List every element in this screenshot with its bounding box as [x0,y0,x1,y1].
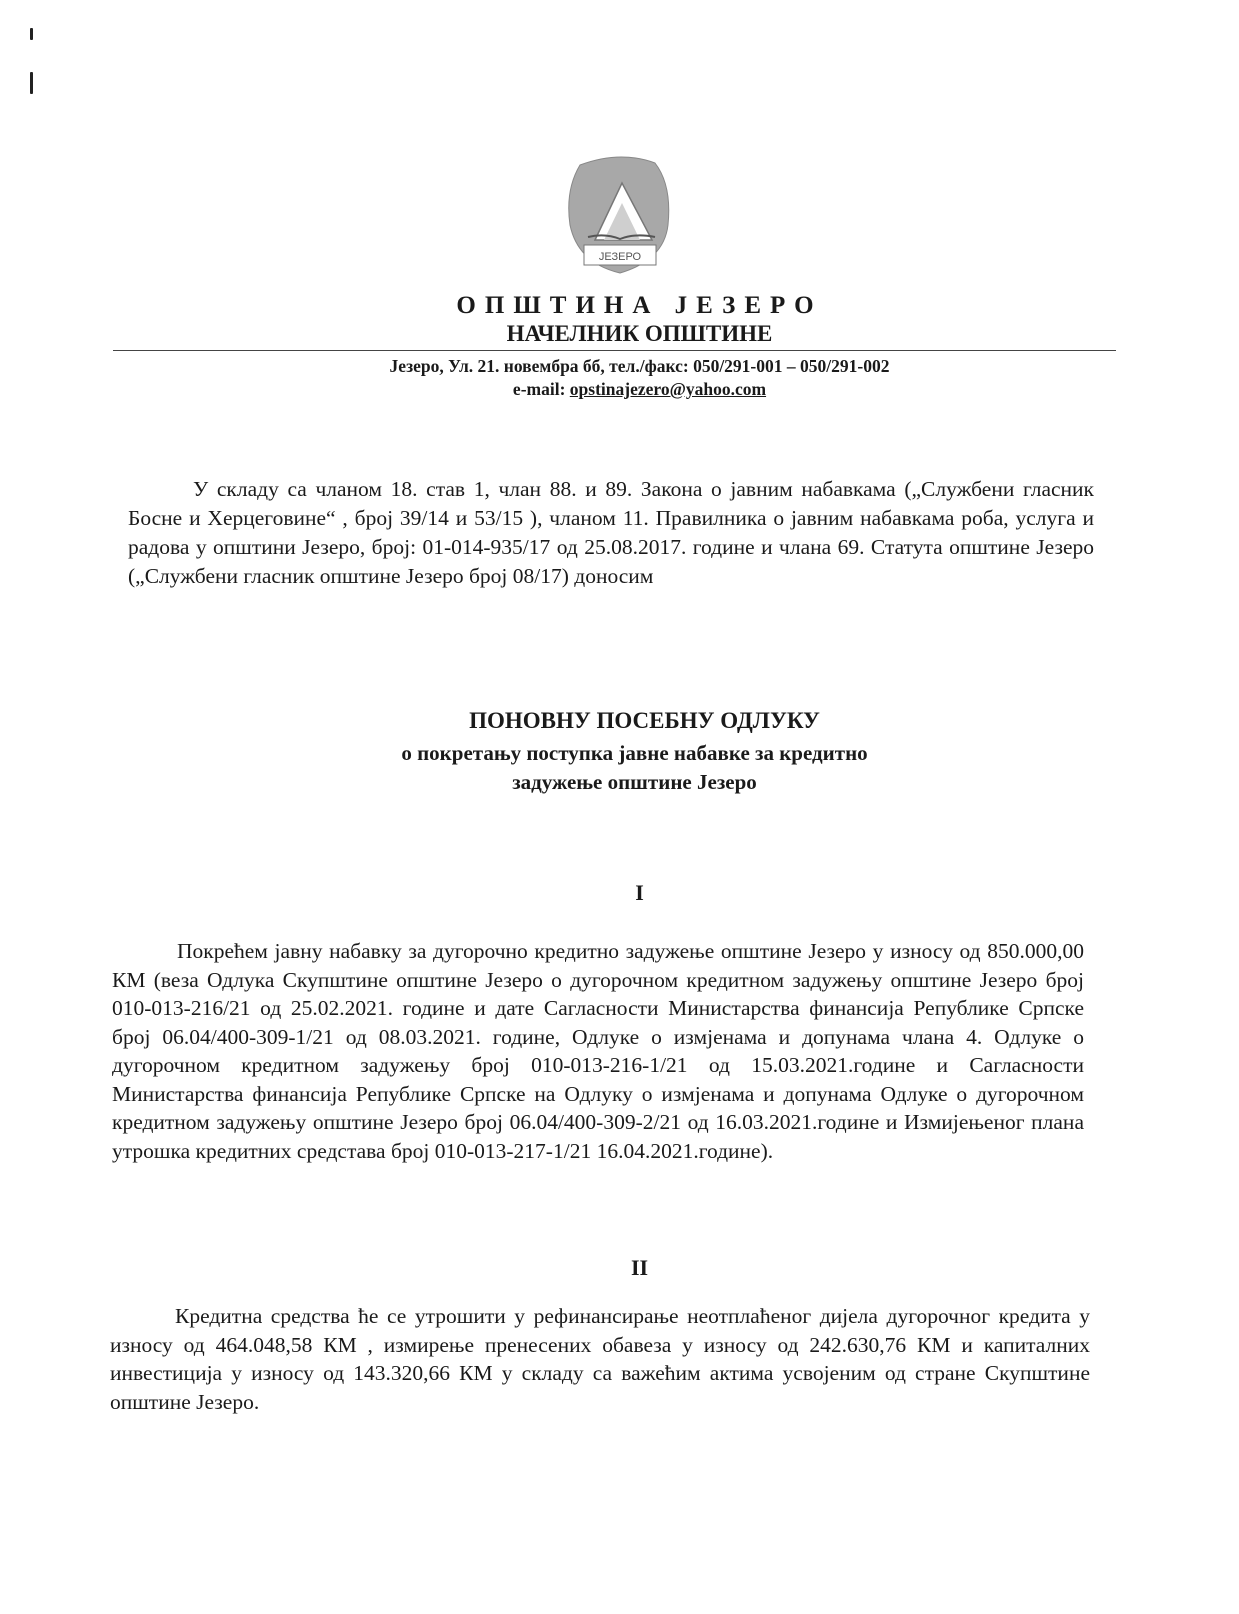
section-1-paragraph [112,937,1084,1165]
scan-mark [30,28,33,40]
section-2-paragraph [110,1302,1090,1416]
email-link[interactable]: opstinajezero@yahoo.com [569,379,767,399]
decision-title: ПОНОВНУ ПОСЕБНУ ОДЛУКУ [469,708,820,733]
email-label: e-mail: [512,379,570,399]
organization-name: ОПШТИНА ЈЕЗЕРО [456,292,823,319]
header-divider [113,350,1116,351]
section-2-number: II [630,1255,649,1280]
scan-mark [30,72,33,94]
email-line [0,379,1239,400]
intro-paragraph [128,475,1094,591]
crest-label: ЈЕЗЕРО [598,251,642,263]
section-1-number: I [635,880,644,905]
address-line: Језеро, Ул. 21. новембра бб, тел./факс: 050/291-001 – 050/291-002 [389,356,890,376]
municipality-crest-icon [560,145,680,285]
section-1-text: Покрећем јавну набавку за дугорочно кредитно задужење општине Језеро у износу од 850.000,00 КМ (веза Одлука Скупштине општине Језеро о дугорочном кредитном задужењу општине Језеро број 010-013-216/21 од 25.02.2021. године и дате Сагласности Министарства финансија Републике Српске број 06.04/400-309-1/21 од 08.03.2021. године, Одлуке о измјенама и допунама члана 4. Одлуке о дугорочном кредитном задужењу број 010-013-216-1/21 од 15.03.2021.године и Сагласности Министарства финансија Републике Српске на Одлуку о измјенама и допунама Одлуке о дугорочном кредитном задужењу општине Језеро број 06.04/400-309-2/21 од 16.03.2021.године и Измијењеног плана утрошка кредитних средстава број 010-013-217-1/21 16.04.2021.године). [112,939,1084,1163]
intro-text: У складу са чланом 18. став 1, члан 88. и 89. Закона о јавним набавкама („Службени гласник Босне и Херцеговине“ , број 39/14 и 53/15 ), чланом 11. Правилника о јавним набавкама роба, услуга и радова у општини Језеро, број: 01-014-935/17 од 25.08.2017. године и члана 69. Статута општине Језеро („Службени гласник општине Језеро број 08/17) доносим [128,477,1094,588]
organization-subtitle: НАЧЕЛНИК ОПШТИНЕ [506,321,773,346]
decision-subtitle-line1: о покретању поступка јавне набавке за кредитно [401,741,868,765]
decision-subtitle-line2: задужење општине Језеро [512,770,757,794]
section-2-text: Кредитна средства ће се утрошити у рефинансирање неотплаћеног дијела дугорочног кредита у износу од 464.048,58 КМ , измирење пренесених обавеза у износу од 242.630,76 КМ и капиталних инвестиција у износу од 143.320,66 КМ у складу са важећим актима усвојеним од стране Скупштине општине Језеро. [110,1304,1090,1414]
